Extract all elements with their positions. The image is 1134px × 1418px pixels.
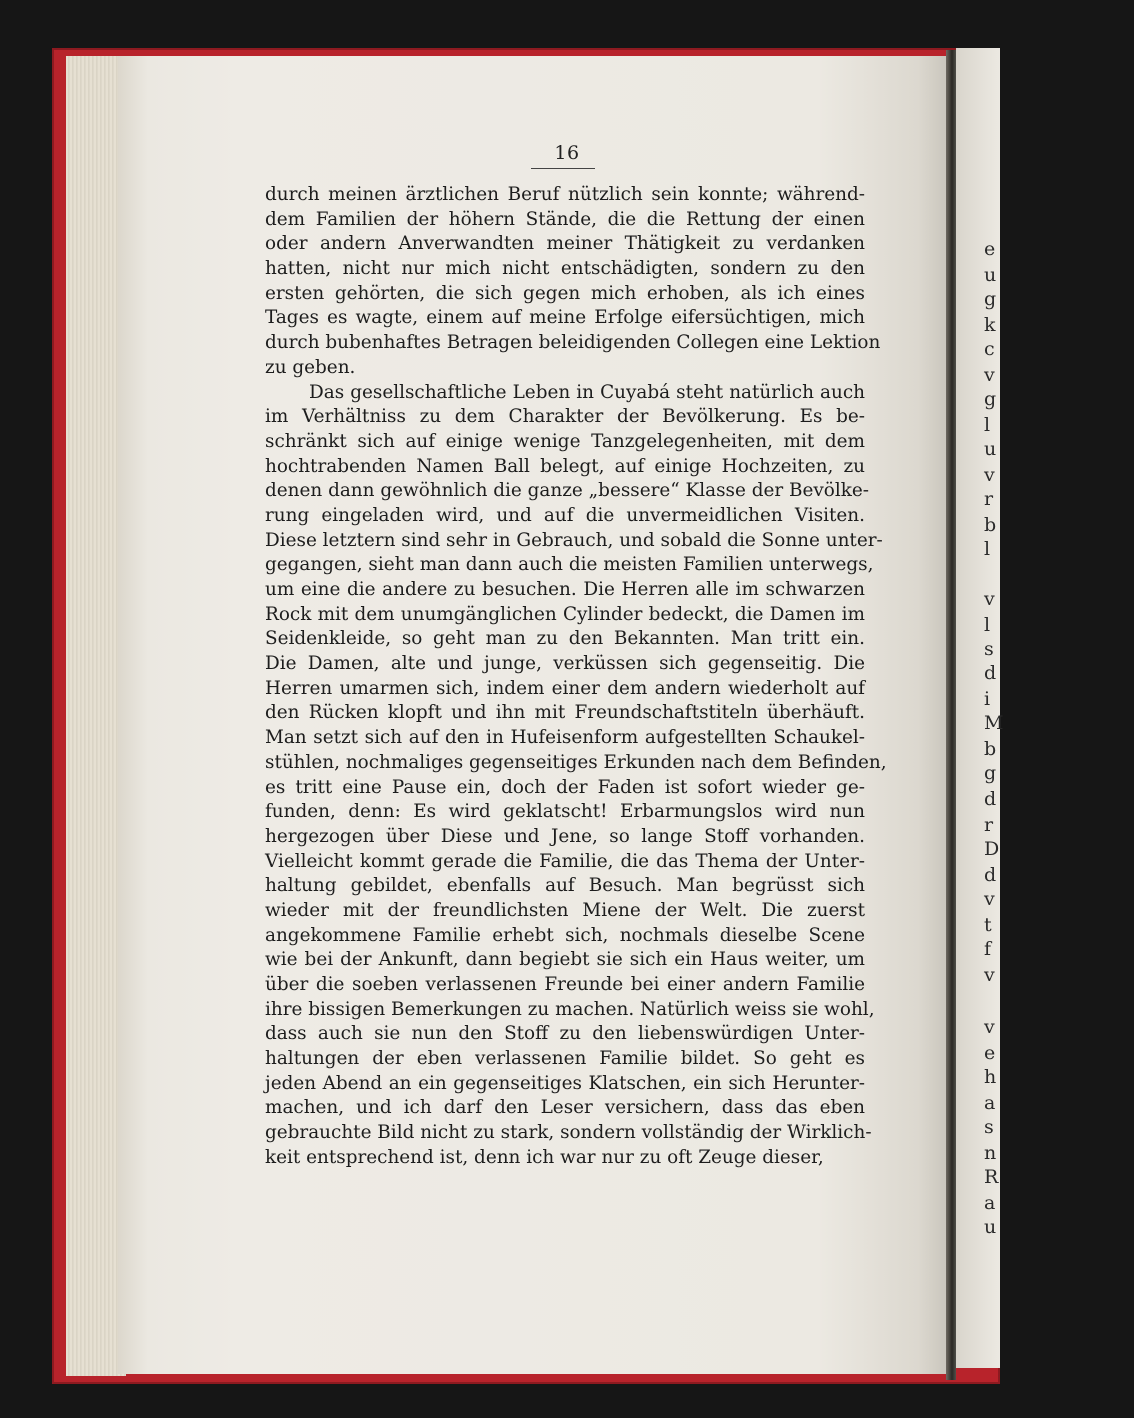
facing-page-fragment: v (984, 1016, 995, 1038)
text-line: ersten gehörten, die sich gegen mich erhoben, als ich eines (265, 282, 865, 304)
text-line: angekommene Familie erhebt sich, nochmals dieselbe Scene (265, 924, 865, 946)
text-line: gebrauchte Bild nicht zu stark, sondern vollständig der Wirklich- (265, 1122, 872, 1144)
facing-page-fragment: l (984, 538, 991, 560)
facing-page-fragment: c (984, 338, 995, 360)
facing-page-fragment: f (984, 938, 992, 960)
facing-page-fragment: i (984, 688, 991, 710)
facing-page-fragment: r (984, 814, 994, 836)
facing-page-fragment: l (984, 614, 991, 636)
text-line: dass auch sie nun den Stoff zu den liebenswürdigen Unter- (265, 1023, 865, 1045)
facing-page-fragment: g (984, 388, 997, 410)
facing-page-fragment: v (984, 464, 995, 486)
facing-page-fragment: r (984, 488, 994, 510)
text-line: durch bubenhaftes Betragen beleidigenden Collegen eine Lektion (265, 332, 881, 354)
facing-page-fragment: a (984, 1192, 996, 1214)
facing-page-fragment: k (984, 314, 996, 336)
text-line: zu geben. (265, 356, 356, 378)
text-line: im Verhältniss zu dem Charakter der Bevölkerung. Es be- (265, 406, 865, 428)
text-line: Seidenkleide, so geht man zu den Bekannten. Man tritt ein. (265, 628, 865, 650)
text-line: schränkt sich auf einige wenige Tanzgelegenheiten, mit dem (265, 430, 865, 452)
facing-page-fragment: v (984, 964, 995, 986)
text-line: Die Damen, alte und junge, verküssen sich gegenseitig. Die (265, 653, 865, 675)
facing-page-fragment: g (984, 762, 997, 784)
text-line: den Rücken klopft und ihn mit Freundschaftstiteln überhäuft. (265, 702, 865, 724)
facing-page-fragment: n (984, 1142, 997, 1164)
facing-page-edge (956, 48, 1004, 1368)
facing-page-fragment: e (984, 1042, 996, 1064)
text-line: Das gesellschaftliche Leben in Cuyabá steht natürlich auch (309, 381, 865, 403)
facing-page-fragment: R (984, 1166, 999, 1188)
facing-page-fragment: u (984, 1216, 997, 1238)
text-line: jeden Abend an ein gegenseitiges Klatschen, ein sich Herunter- (265, 1072, 865, 1094)
text-line: machen, und ich darf den Leser versichern, dass das eben (265, 1097, 865, 1119)
text-line: wieder mit der freundlichsten Miene der Welt. Die zuerst (265, 899, 865, 921)
text-line: rung eingeladen wird, und auf die unvermeidlichen Visiten. (265, 504, 865, 526)
facing-page-fragment: s (984, 638, 994, 660)
text-line: Herren umarmen sich, indem einer dem andern wiederholt auf (265, 677, 865, 699)
facing-page-fragment: d (984, 864, 997, 886)
facing-page-fragment: b (984, 514, 997, 536)
facing-page-fragment: D (984, 838, 1000, 860)
text-line: wie bei der Ankunft, dann begiebt sie sich ein Haus weiter, um (265, 949, 865, 971)
facing-page-fragment: h (984, 1066, 997, 1088)
text-line: funden, denn: Es wird geklatscht! Erbarmungslos wird nun (265, 801, 865, 823)
page-edges (66, 56, 126, 1376)
text-line: Vielleicht kommt gerade die Familie, die das Thema der Unter- (265, 850, 865, 872)
facing-page-fragment: M (984, 712, 1004, 734)
text-line: keit entsprechend ist, denn ich war nur zu oft Zeuge dieser, (265, 1146, 824, 1168)
facing-page-fragment: u (984, 264, 997, 286)
text-line: haltung gebildet, ebenfalls auf Besuch. Man begrüsst sich (265, 875, 865, 897)
facing-page-fragment: v (984, 588, 995, 610)
facing-page-fragment: b (984, 738, 997, 760)
text-line: es tritt eine Pause ein, doch der Faden ist sofort wieder ge- (265, 776, 865, 798)
page-number: 16 (554, 142, 580, 164)
text-line: dem Familien der höhern Stände, die die Rettung der einen (265, 208, 865, 230)
body-text (265, 183, 887, 1171)
text-line: durch meinen ärztlichen Beruf nützlich sein konnte; während- (265, 184, 865, 205)
text-line: hatten, nicht nur mich nicht entschädigten, sondern zu den (265, 258, 865, 280)
facing-page-fragment: s (984, 1116, 994, 1138)
facing-page-fragment: a (984, 1092, 996, 1114)
text-line: über die soeben verlassenen Freunde bei einer andern Familie (265, 974, 865, 995)
text-line: oder andern Anverwandten meiner Thätigkeit zu verdanken (265, 233, 865, 255)
facing-page-fragment: l (984, 414, 991, 436)
page-number-rule (531, 168, 595, 169)
facing-page-fragment: g (984, 288, 997, 310)
book-gutter (946, 50, 956, 1380)
facing-page-fragment: v (984, 888, 995, 910)
facing-page-fragment: d (984, 788, 997, 810)
text-line: Man setzt sich auf den in Hufeisenform aufgestellten Schaukel- (265, 727, 865, 749)
facing-page-fragment: t (984, 914, 992, 936)
text-line: Diese letztern sind sehr in Gebrauch, und sobald die Sonne unter- (265, 529, 883, 551)
facing-page-fragment: d (984, 662, 997, 684)
text-line: hergezogen über Diese und Jene, so lange Stoff vorhanden. (265, 825, 865, 847)
text-line: hochtrabenden Namen Ball belegt, auf einige Hochzeiten, zu (265, 455, 865, 477)
text-line: Rock mit dem unumgänglichen Cylinder bedeckt, die Damen im (265, 603, 865, 625)
facing-page-fragment: e (984, 238, 996, 260)
text-line: denen dann gewöhnlich die ganze „bessere“ Klasse der Bevölke- (265, 480, 869, 502)
text-line: ihre bissigen Bemerkungen zu machen. Natürlich weiss sie wohl, (265, 998, 875, 1020)
text-line: haltungen der eben verlassenen Familie bildet. So geht es (265, 1048, 865, 1070)
text-line: stühlen, nochmaliges gegenseitiges Erkunden nach dem Befinden, (265, 751, 887, 773)
text-line: um eine die andere zu besuchen. Die Herren alle im schwarzen (265, 579, 865, 600)
text-line: gegangen, sieht man dann auch die meisten Familien unterwegs, (265, 554, 874, 576)
facing-page-fragment: u (984, 438, 997, 460)
facing-page-fragment: v (984, 364, 995, 386)
text-line: Tages es wagte, einem auf meine Erfolge eifersüchtigen, mich (265, 307, 865, 329)
